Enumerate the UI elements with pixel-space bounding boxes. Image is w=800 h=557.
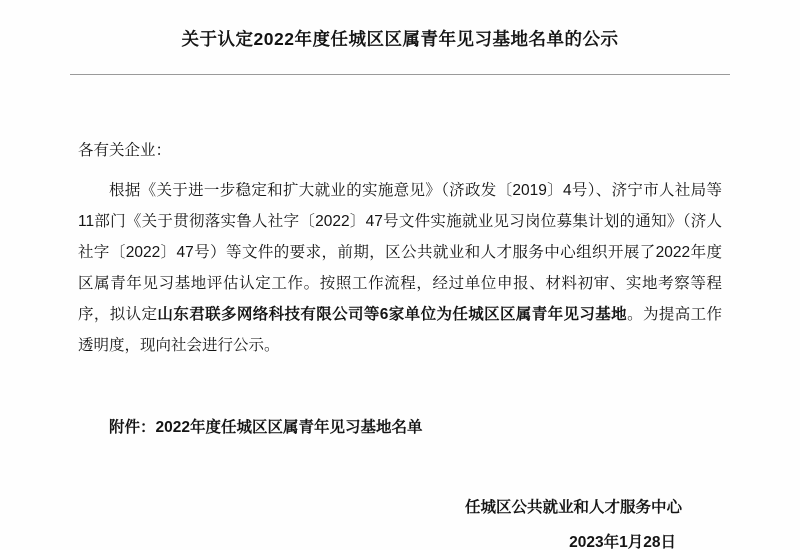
document-body: [0, 137, 800, 557]
paragraph-text-emphasis: 山东君联多网络科技有限公司等6家单位为任城区区属青年见习基地: [157, 306, 628, 324]
attachment-line: 附件：2022年度任城区区属青年见习基地名单: [109, 419, 423, 437]
paragraph-text-start: 根据《关于进一步稳定和扩大就业的实施意见》（济政发〔2019〕4号）、济宁市人社局等11部门《关于贯彻落实鲁人社字〔2022〕47号文件实施就业见习岗位募集计划的通知》（济人社字〔2022〕47号）等文件的要求，前期，区公共就业和人才服务中心组织开展了2022年度区属青年见习基地评估认定工作。按照工作流程，经过单位申报、材料初审、实地考察等程序，拟认定: [78, 182, 722, 324]
signature-block: [78, 493, 722, 557]
signature-organization: 任城区公共就业和人才服务中心: [464, 498, 682, 516]
page-title: 关于认定2022年度任城区区属青年见习基地名单的公示: [181, 29, 619, 49]
paragraph-text-end: 。为提高工作透明度，现向社会进行公示。: [78, 306, 722, 355]
body-paragraph: [78, 175, 722, 361]
signature-date: 2023年1月28日: [569, 534, 676, 552]
title-divider: [70, 74, 730, 75]
title-block: [0, 0, 800, 52]
salutation: 各有关企业：: [78, 142, 172, 160]
